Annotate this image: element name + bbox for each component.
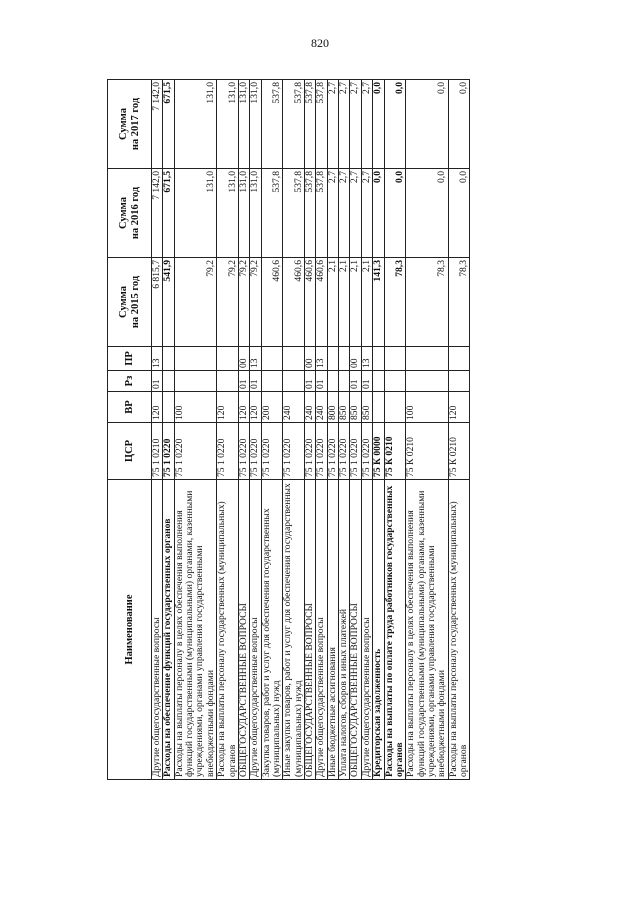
cell-pr: 13 [250, 347, 261, 371]
cell-pr: 00 [238, 347, 249, 371]
cell-csr: 75 1 0220 [250, 423, 261, 480]
cell-pr [384, 347, 406, 371]
cell-pr [339, 347, 350, 371]
header-sum-2017-line1: Сумма [118, 108, 130, 140]
cell-name: Расходы на выплаты персоналу в целях обеспечения выполнения функций государственными (муниципальными) органами, казенными учреждениями, органами управления государственными внебюджетными фондами [174, 480, 216, 780]
cell-csr: 75 1 0220 [339, 423, 350, 480]
cell-vr: 850 [361, 392, 372, 423]
cell-vr: 120 [152, 392, 163, 423]
cell-s2015: 79,2 [217, 258, 239, 347]
cell-s2016: 7 142,0 [152, 169, 163, 258]
cell-s2015: 78,3 [448, 258, 470, 347]
cell-s2015: 79,2 [238, 258, 249, 347]
cell-s2017: 2,7 [327, 80, 338, 169]
cell-s2017: 537,8 [316, 80, 327, 169]
table-row [406, 80, 448, 780]
cell-s2015: 79,2 [250, 258, 261, 347]
cell-s2017: 2,7 [361, 80, 372, 169]
cell-csr: 75 1 0220 [327, 423, 338, 480]
cell-s2015: 460,6 [283, 258, 305, 347]
cell-pr [327, 347, 338, 371]
cell-s2017: 2,7 [339, 80, 350, 169]
cell-name: Другие общегосударственные вопросы [316, 480, 327, 780]
cell-name: Расходы на выплаты персоналу в целях обеспечения выполнения функций государственными (муниципальными) органами, казенными учреждениями, органами управления государственными внебюджетными фондами [406, 480, 448, 780]
cell-name: Кредиторская задолженность [373, 480, 384, 780]
cell-s2017: 0,0 [373, 80, 384, 169]
cell-rz: 01 [152, 371, 163, 392]
table-row [250, 80, 261, 780]
cell-csr: 75 1 0220 [163, 423, 174, 480]
cell-vr: 200 [261, 392, 283, 423]
table-row [350, 80, 361, 780]
cell-pr: 00 [350, 347, 361, 371]
cell-pr: 00 [305, 347, 316, 371]
cell-rz: 01 [238, 371, 249, 392]
cell-rz [261, 371, 283, 392]
cell-csr: 75 1 0220 [174, 423, 216, 480]
cell-name: ОБЩЕГОСУДАРСТВЕННЫЕ ВОПРОСЫ [238, 480, 249, 780]
cell-s2015: 78,3 [384, 258, 406, 347]
cell-s2016: 537,8 [316, 169, 327, 258]
cell-s2016: 2,7 [361, 169, 372, 258]
cell-vr: 240 [305, 392, 316, 423]
table-row [283, 80, 305, 780]
cell-pr: 13 [316, 347, 327, 371]
cell-vr: 120 [238, 392, 249, 423]
cell-s2016: 131,0 [174, 169, 216, 258]
cell-s2015: 78,3 [406, 258, 448, 347]
cell-rz: 01 [350, 371, 361, 392]
cell-s2017: 2,7 [350, 80, 361, 169]
cell-rz [283, 371, 305, 392]
cell-s2017: 131,0 [250, 80, 261, 169]
cell-csr: 75 К 0210 [406, 423, 448, 480]
cell-name: Расходы на выплаты персоналу государственных (муниципальных) органов [448, 480, 470, 780]
cell-name: Другие общегосударственные вопросы [152, 480, 163, 780]
cell-pr [217, 347, 239, 371]
cell-name: Расходы на выплаты персоналу государственных (муниципальных) органов [217, 480, 239, 780]
cell-rz [217, 371, 239, 392]
header-pr: ПР [108, 347, 152, 371]
cell-s2015: 141,3 [373, 258, 384, 347]
cell-s2017: 0,0 [384, 80, 406, 169]
cell-s2015: 2,1 [361, 258, 372, 347]
cell-rz [448, 371, 470, 392]
cell-vr: 100 [174, 392, 216, 423]
cell-csr: 75 1 0220 [316, 423, 327, 480]
cell-s2015: 6 815,7 [152, 258, 163, 347]
cell-pr [261, 347, 283, 371]
header-sum-2017-line2: на 2017 год [129, 97, 141, 151]
cell-s2017: 0,0 [406, 80, 448, 169]
cell-s2017: 671,5 [163, 80, 174, 169]
table-row [361, 80, 372, 780]
cell-csr: 75 1 0220 [217, 423, 239, 480]
table-row [261, 80, 283, 780]
table-row [327, 80, 338, 780]
budget-table [107, 79, 470, 780]
table-row [384, 80, 406, 780]
cell-pr [283, 347, 305, 371]
cell-pr [406, 347, 448, 371]
header-row [108, 80, 152, 780]
cell-s2016: 0,0 [448, 169, 470, 258]
cell-s2015: 2,1 [339, 258, 350, 347]
cell-vr [373, 392, 384, 423]
cell-rz [339, 371, 350, 392]
cell-vr: 120 [448, 392, 470, 423]
table-wrapper [107, 80, 519, 780]
cell-s2017: 131,0 [238, 80, 249, 169]
cell-s2016: 671,5 [163, 169, 174, 258]
cell-s2016: 131,0 [217, 169, 239, 258]
cell-rz: 01 [361, 371, 372, 392]
table-row [174, 80, 216, 780]
header-vr: ВР [108, 392, 152, 423]
cell-s2016: 537,8 [261, 169, 283, 258]
cell-csr: 75 1 0220 [261, 423, 283, 480]
cell-name: ОБЩЕГОСУДАРСТВЕННЫЕ ВОПРОСЫ [350, 480, 361, 780]
cell-vr: 120 [217, 392, 239, 423]
cell-name: ОБЩЕГОСУДАРСТВЕННЫЕ ВОПРОСЫ [305, 480, 316, 780]
cell-s2016: 131,0 [238, 169, 249, 258]
cell-s2015: 460,6 [305, 258, 316, 347]
cell-name: Расходы на выплаты по оплате труда работников государственных органов [384, 480, 406, 780]
cell-vr: 120 [250, 392, 261, 423]
header-sum-2015-line1: Сумма [118, 286, 130, 318]
header-sum-2016-line2: на 2016 год [129, 186, 141, 240]
header-csr: ЦСР [108, 423, 152, 480]
cell-csr: 75 К 0210 [384, 423, 406, 480]
cell-rz: 01 [316, 371, 327, 392]
cell-s2016: 2,7 [350, 169, 361, 258]
cell-csr: 75 К 0000 [373, 423, 384, 480]
page-number: 820 [311, 36, 329, 50]
table-row [373, 80, 384, 780]
cell-name: Уплата налогов, сборов и иных платежей [339, 480, 350, 780]
header-rz: Рз [108, 371, 152, 392]
cell-name: Иные закупки товаров, работ и услуг для обеспечения государственных (муниципальных) нужд [283, 480, 305, 780]
header-sum-2016 [108, 169, 152, 258]
cell-s2015: 2,1 [350, 258, 361, 347]
cell-csr: 75 1 0220 [238, 423, 249, 480]
header-sum-2016-line1: Сумма [118, 197, 130, 229]
cell-s2016: 0,0 [373, 169, 384, 258]
table-row [163, 80, 174, 780]
cell-s2015: 460,6 [261, 258, 283, 347]
table-row [316, 80, 327, 780]
cell-s2016: 0,0 [406, 169, 448, 258]
cell-pr [448, 347, 470, 371]
cell-csr: 75 К 0210 [448, 423, 470, 480]
cell-pr: 13 [361, 347, 372, 371]
cell-rz [373, 371, 384, 392]
cell-vr: 800 [327, 392, 338, 423]
table-row [238, 80, 249, 780]
cell-rz [384, 371, 406, 392]
cell-vr: 850 [350, 392, 361, 423]
cell-name: Иные бюджетные ассигнования [327, 480, 338, 780]
cell-rz [174, 371, 216, 392]
cell-csr: 75 1 0220 [283, 423, 305, 480]
cell-s2017: 537,8 [261, 80, 283, 169]
cell-csr: 75 1 0220 [305, 423, 316, 480]
cell-s2017: 537,8 [283, 80, 305, 169]
cell-pr [174, 347, 216, 371]
cell-s2016: 2,7 [339, 169, 350, 258]
table-row [305, 80, 316, 780]
table-row [217, 80, 239, 780]
cell-name: Закупка товаров, работ и услуг для обеспечения государственных (муниципальных) нужд [261, 480, 283, 780]
cell-s2017: 131,0 [174, 80, 216, 169]
cell-rz: 01 [250, 371, 261, 392]
cell-pr [373, 347, 384, 371]
cell-vr: 850 [339, 392, 350, 423]
cell-name: Расходы на обеспечение функций государственных органов [163, 480, 174, 780]
cell-s2015: 79,2 [174, 258, 216, 347]
header-name: Наименование [108, 480, 152, 780]
cell-csr: 75 1 0220 [361, 423, 372, 480]
cell-name: Другие общегосударственные вопросы [361, 480, 372, 780]
cell-s2016: 537,8 [283, 169, 305, 258]
header-sum-2015-line2: на 2015 год [129, 275, 141, 329]
cell-rz [327, 371, 338, 392]
cell-s2017: 0,0 [448, 80, 470, 169]
cell-s2017: 7 142,0 [152, 80, 163, 169]
table-row [152, 80, 163, 780]
cell-name: Другие общегосударственные вопросы [250, 480, 261, 780]
cell-s2016: 537,8 [305, 169, 316, 258]
cell-s2016: 0,0 [384, 169, 406, 258]
cell-csr: 75 1 0220 [350, 423, 361, 480]
cell-pr: 13 [152, 347, 163, 371]
cell-rz [406, 371, 448, 392]
cell-s2015: 2,1 [327, 258, 338, 347]
cell-s2017: 131,0 [217, 80, 239, 169]
header-sum-2017 [108, 80, 152, 169]
cell-csr: 75 1 0210 [152, 423, 163, 480]
table-row [339, 80, 350, 780]
cell-pr [163, 347, 174, 371]
table-body [152, 80, 470, 780]
cell-vr: 100 [406, 392, 448, 423]
cell-s2015: 460,6 [316, 258, 327, 347]
header-sum-2015 [108, 258, 152, 347]
rotated-table-container [107, 80, 519, 780]
cell-vr: 240 [283, 392, 305, 423]
cell-rz: 01 [305, 371, 316, 392]
table-row [448, 80, 470, 780]
cell-rz [163, 371, 174, 392]
cell-vr [384, 392, 406, 423]
cell-s2015: 541,9 [163, 258, 174, 347]
cell-s2017: 537,8 [305, 80, 316, 169]
cell-vr [163, 392, 174, 423]
cell-s2016: 2,7 [327, 169, 338, 258]
cell-s2016: 131,0 [250, 169, 261, 258]
cell-vr: 240 [316, 392, 327, 423]
